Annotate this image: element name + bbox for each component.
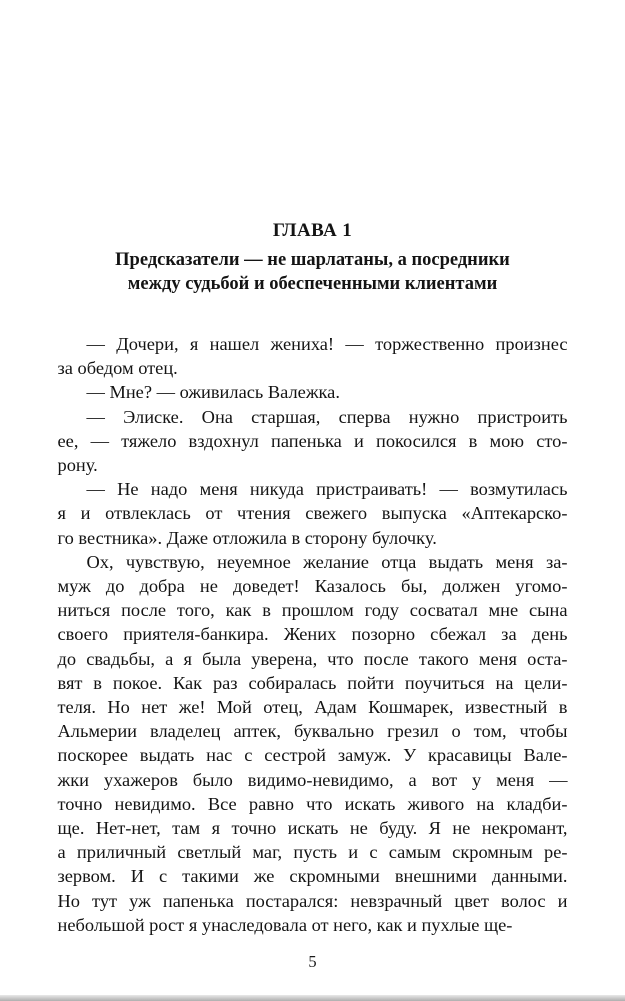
body-text [58, 332, 568, 937]
text-line: я и отвлеклась от чтения свежего выпуска «Аптекарско- [57, 503, 568, 524]
text-line: до свадьбы, а я была уверена, что после такого меня оста- [57, 648, 568, 669]
text-line: своего приятеля-банкира. Жених позорно сбежал за день [57, 624, 568, 645]
text-line: точно невидимо. Все равно что искать живого на кладби- [57, 793, 568, 814]
text-line: поскорее выдать нас с сестрой замуж. У красавицы Вале- [57, 745, 568, 766]
text-line: го вестника». Даже отложила в сторону булочку. [57, 527, 437, 548]
text-line: — Элиске. Она старшая, сперва нужно пристроить [86, 406, 568, 427]
text-line: — Мне? — оживилась Валежка. [86, 382, 340, 403]
text-line: — Дочери, я нашел жениха! — торжественно произнес [86, 334, 568, 354]
text-line: Ох, чувствую, неуемное желание отца выдать меня за- [86, 551, 568, 572]
chapter-title-line: между судьбой и обеспеченными клиентами [127, 273, 498, 294]
paragraph [58, 477, 568, 550]
text-line: ее, — тяжело вздохнул папенька и покосился в мою сто- [57, 430, 568, 451]
chapter-label: ГЛАВА 1 [272, 220, 353, 241]
text-line: Альмерии владелец аптек, буквально грезил о том, чтобы [57, 721, 568, 742]
text-line: ниться после того, как в прошлом году сосватал мне сына [57, 600, 568, 621]
text-line: вят в покое. Как раз собиралась пойти поучиться на цели- [57, 672, 568, 693]
chapter-title-line: Предсказатели — не шарлатаны, а посредники [115, 250, 510, 270]
text-line: Но тут уж папенька постарался: невзрачный цвет волос и [57, 890, 568, 911]
chapter-title [0, 249, 625, 296]
paragraph [58, 332, 568, 380]
text-line: за обедом отец. [57, 358, 178, 379]
text-line: жки ухажеров было видимо-невидимо, а вот у меня — [57, 769, 568, 790]
text-line: муж до добра не доведет! Казалось бы, должен угомо- [57, 576, 568, 597]
page-bottom-edge [0, 995, 625, 1001]
text-line: зервом. И с такими же скромными внешними данными. [57, 866, 568, 887]
paragraph [58, 380, 568, 404]
text-line: рону. [57, 455, 98, 476]
text-line: ще. Нет-нет, там я точно искать не буду. Я не некромант, [57, 818, 568, 839]
text-line: небольшой рост я унаследовала от него, как и пухлые ще- [57, 914, 513, 935]
text-line: — Не надо меня никуда пристраивать! — возмутилась [86, 479, 568, 500]
paragraph [58, 405, 568, 478]
text-line: а приличный светлый маг, пусть и с самым скромным ре- [57, 842, 568, 863]
paragraph [58, 550, 568, 937]
text-line: теля. Но нет же! Мой отец, Адам Кошмарек, известный в [57, 697, 568, 718]
page-number: 5 [308, 952, 317, 972]
